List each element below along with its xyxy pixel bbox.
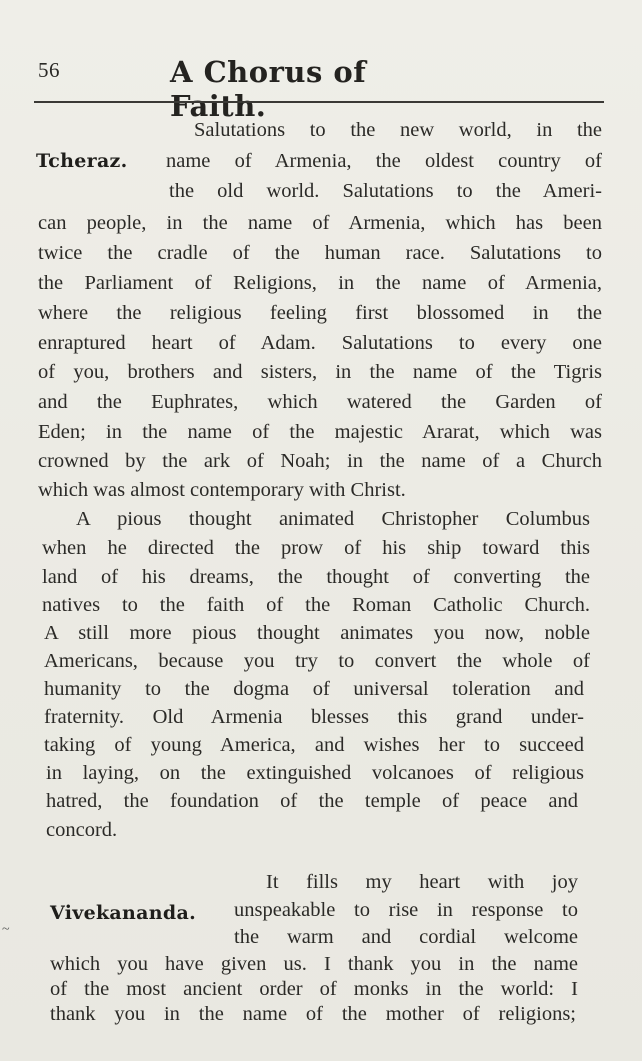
text-line: Eden; in the name of the majestic Ararat, which was	[38, 421, 602, 443]
text-line: the old world. Salutations to the Ameri-	[169, 180, 602, 202]
text-line: Americans, because you try to convert the whole of	[44, 650, 590, 672]
speaker-name-tcheraz: Tcheraz.	[36, 150, 128, 172]
text-line: fraternity. Old Armenia blesses this grand under-	[44, 706, 584, 728]
margin-mark: ~	[2, 922, 10, 937]
text-line: the warm and cordial welcome	[234, 926, 578, 948]
text-line: can people, in the name of Armenia, which has been	[38, 212, 602, 234]
text-line: where the religious feeling first blossomed in the	[38, 302, 602, 324]
text-line: Salutations to the new world, in the	[194, 119, 602, 141]
text-line: and the Euphrates, which watered the Garden of	[38, 391, 602, 413]
running-title: A Chorus of Faith.	[170, 55, 367, 123]
text-line: concord.	[46, 819, 118, 841]
text-line: of you, brothers and sisters, in the name of the Tigris	[38, 361, 602, 383]
text-line: taking of young America, and wishes her to succeed	[44, 734, 584, 756]
text-line: It fills my heart with joy	[266, 871, 578, 893]
text-line: land of his dreams, the thought of converting the	[42, 566, 590, 588]
text-line: in laying, on the extinguished volcanoes of religious	[46, 762, 584, 784]
text-line: unspeakable to rise in response to	[234, 899, 578, 921]
text-line: which was almost contemporary with Christ.	[38, 479, 406, 501]
text-line: enraptured heart of Adam. Salutations to every one	[38, 332, 602, 354]
text-line: crowned by the ark of Noah; in the name of a Church	[38, 450, 602, 472]
text-line: natives to the faith of the Roman Catholic Church.	[42, 594, 590, 616]
text-line: hatred, the foundation of the temple of peace and	[46, 790, 578, 812]
text-line: which you have given us. I thank you in the name	[50, 953, 578, 975]
page-number: 56	[38, 58, 60, 82]
header-rule	[34, 101, 604, 103]
text-line: A still more pious thought animates you now, noble	[44, 622, 590, 644]
text-line: humanity to the dogma of universal toleration and	[44, 678, 584, 700]
text-line: name of Armenia, the oldest country of	[166, 150, 602, 172]
text-line: A pious thought animated Christopher Columbus	[76, 508, 590, 530]
speaker-name-vivekananda: Vivekananda.	[50, 902, 196, 924]
text-line: when he directed the prow of his ship toward this	[42, 537, 590, 559]
text-line: the Parliament of Religions, in the name of Armenia,	[38, 272, 602, 294]
text-line: thank you in the name of the mother of religions;	[50, 1003, 576, 1025]
text-line: of the most ancient order of monks in the world: I	[50, 978, 578, 1000]
text-line: twice the cradle of the human race. Salutations to	[38, 242, 602, 264]
